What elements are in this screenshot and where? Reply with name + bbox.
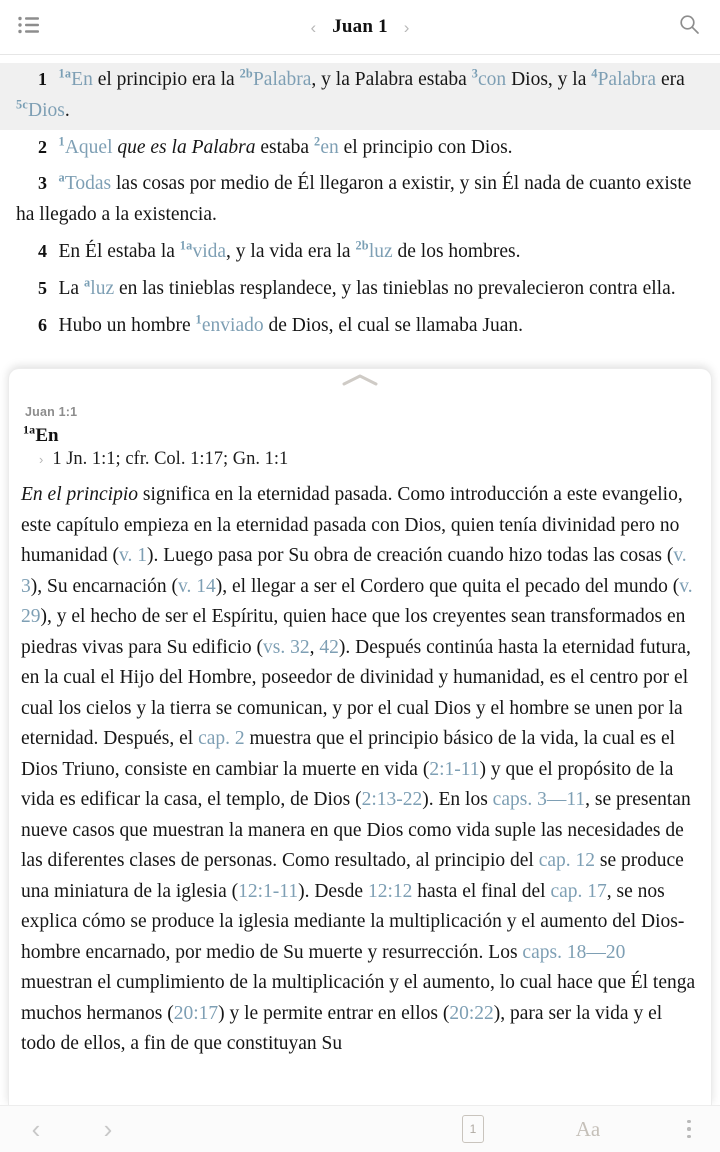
verse-2[interactable] xyxy=(16,131,704,167)
footnote-content xyxy=(9,395,711,1105)
verse-3[interactable] xyxy=(16,167,704,234)
text-run: hasta el final del xyxy=(412,880,551,902)
footnote-link[interactable]: v. 29 xyxy=(21,575,693,628)
text-run: ), para ser la vida y el todo de ellos, a fin de que constituyan Su xyxy=(21,1002,663,1055)
scripture-link[interactable]: En xyxy=(71,69,93,90)
footnote-keyword xyxy=(23,422,699,447)
chevron-up-icon xyxy=(338,373,382,392)
text-run: ) y que el propósito de la vida es edificar la casa, el templo, de Dios ( xyxy=(21,758,674,811)
scripture-link[interactable]: en xyxy=(320,136,339,158)
footnote-link[interactable]: cap. 17 xyxy=(550,880,607,902)
text-run: era xyxy=(656,69,685,90)
footnote-marker[interactable]: 1 xyxy=(195,312,202,327)
footnote-marker[interactable]: 4 xyxy=(591,66,598,81)
next-chapter-button[interactable]: › xyxy=(403,17,410,37)
text-run: . xyxy=(64,99,70,121)
footnote-reference-label: Juan 1:1 xyxy=(25,405,78,419)
list-icon xyxy=(18,16,40,39)
verse-6[interactable] xyxy=(16,309,704,345)
verse-number: 6 xyxy=(38,314,52,335)
footnote-link[interactable]: 2:1-11 xyxy=(429,758,480,780)
scripture-link[interactable]: Palabra xyxy=(597,69,657,90)
text-run: estaba xyxy=(255,136,314,158)
footnote-link[interactable]: v. 1 xyxy=(119,545,147,567)
footnote-link[interactable]: 2:13-22 xyxy=(361,789,423,811)
text-run: muestra que el principio básico de la vida, la cual es el Dios Triuno, consiste en cambiar la muerte en vida ( xyxy=(21,728,676,780)
text-run: ), y el hecho de ser el Espíritu, quien hace que los creyentes sean transformados en piedras vivas para Su edificio ( xyxy=(21,606,686,658)
footnote-marker[interactable]: 2b xyxy=(355,238,369,253)
scripture-link[interactable]: Dios xyxy=(27,99,65,121)
chevron-right-icon: › xyxy=(39,452,44,467)
footnote-marker[interactable]: 1a xyxy=(179,238,193,253)
more-options-button[interactable] xyxy=(658,1106,720,1152)
history-back-button[interactable] xyxy=(0,1106,72,1152)
verse-number: 3 xyxy=(38,173,52,194)
footnote-marker[interactable]: 2b xyxy=(239,66,253,81)
text-run: , y la Palabra estaba xyxy=(311,69,472,90)
text-run: muestran el cumplimiento de la multiplicación y el aumento, lo cual hace que Él tenga muchos hermanos ( xyxy=(21,972,696,1024)
text-run: ). Después continúa hasta la eternidad futura, en la cual el Hijo del Hombre, poseedor de divinidad y humanidad, es el centro por el cual los cielos y la tierra se comunican, y por el cual Dios y el hombre se unen por la eternidad. Después, el xyxy=(21,636,691,750)
text-run: , xyxy=(309,636,320,658)
footnote-marker[interactable]: 2 xyxy=(313,134,321,149)
footnote-marker[interactable]: 3 xyxy=(471,66,479,81)
bottom-toolbar xyxy=(0,1105,720,1152)
text-run: ). Desde xyxy=(298,880,368,902)
text-run: significa en la eternidad pasada. Como introducción a este evangelio, este capítulo empieza en la eternidad pasada con Dios, quien tenía divinidad pero no humanidad ( xyxy=(21,484,683,567)
footnote-panel xyxy=(8,368,712,1105)
text-run: de los hombres. xyxy=(392,240,521,262)
page-number-button[interactable] xyxy=(428,1106,518,1152)
footnote-link[interactable]: 42 xyxy=(319,636,339,658)
footnote-link[interactable]: caps. 3—11 xyxy=(492,789,586,811)
scripture-text-area xyxy=(0,55,720,344)
dots-vertical-icon xyxy=(687,1120,691,1139)
footnote-marker[interactable]: a xyxy=(83,275,91,290)
font-size-button[interactable] xyxy=(518,1106,658,1152)
search-button[interactable] xyxy=(672,10,706,44)
verse-number: 2 xyxy=(38,136,52,157)
footnote-keyword-marker: 1a xyxy=(23,422,36,437)
footnote-link[interactable]: cap. 12 xyxy=(538,850,595,872)
list-menu-button[interactable] xyxy=(12,10,46,44)
footnote-link[interactable]: 20:17 xyxy=(173,1002,219,1024)
cross-references-text[interactable]: 1 Jn. 1:1; cfr. Col. 1:17; Gn. 1:1 xyxy=(52,449,289,469)
verse-1[interactable] xyxy=(0,63,720,130)
footnote-marker[interactable]: 5c xyxy=(16,97,28,112)
footnote-body-text xyxy=(21,480,699,1060)
footnote-keyword-text: En xyxy=(35,425,59,446)
text-run: en las tinieblas resplandece, y las tinieblas no prevalecieron contra ella. xyxy=(114,277,676,299)
text-run: de Dios, el cual se llamaba Juan. xyxy=(263,314,523,336)
footnote-link[interactable]: v. 3 xyxy=(21,545,687,597)
text-run: el principio con Dios. xyxy=(338,136,513,158)
chevron-right-icon: › xyxy=(103,1114,113,1144)
page-number-badge: 1 xyxy=(462,1115,484,1143)
scripture-link[interactable]: luz xyxy=(368,240,393,262)
scripture-link[interactable]: luz xyxy=(90,277,115,299)
text-run: Dios, y la xyxy=(506,69,592,90)
page-title[interactable]: Juan 1 xyxy=(332,16,388,37)
scripture-link[interactable]: con xyxy=(478,69,507,90)
footnote-link[interactable]: 20:22 xyxy=(449,1002,494,1024)
scripture-link[interactable]: enviado xyxy=(201,314,264,336)
chevron-left-icon: ‹ xyxy=(31,1114,41,1144)
footnote-link[interactable]: 12:12 xyxy=(367,880,413,902)
text-run: , se presentan nueve casos que muestran la manera en que Dios como vida suple las necesidades de las diferentes clases de personas. Como resultado, al principio del xyxy=(21,789,691,872)
footnote-link[interactable]: cap. 2 xyxy=(198,728,245,750)
emphasis-text: que es la Palabra xyxy=(117,136,256,158)
footnote-link[interactable]: 12:1-11 xyxy=(238,880,299,902)
footnote-link[interactable]: v. 14 xyxy=(178,575,216,597)
history-forward-button[interactable] xyxy=(72,1106,144,1152)
top-app-bar xyxy=(0,0,720,55)
text-run: se produce una miniatura de la iglesia ( xyxy=(21,850,684,902)
text-run: , y la vida era la xyxy=(226,240,356,262)
previous-chapter-button[interactable]: ‹ xyxy=(310,17,317,37)
scripture-link[interactable]: vida xyxy=(192,240,227,262)
text-run: En Él estaba la xyxy=(58,240,180,262)
footnote-marker[interactable]: 1a xyxy=(58,66,72,81)
text-run: La xyxy=(58,277,84,299)
chapter-navigator xyxy=(311,16,410,38)
search-icon xyxy=(679,14,700,40)
footnote-marker[interactable]: 1 xyxy=(58,134,65,149)
font-size-label: Aa xyxy=(575,1116,601,1141)
text-run: ) y le permite entrar en ellos ( xyxy=(218,1002,450,1024)
text-run: , se nos explica cómo se produce la iglesia mediante la multiplicación y el aumento del Dios-hombre encarnado, por medio de Su muerte y resurrección. Los xyxy=(21,880,685,963)
text-run: Hubo un hombre xyxy=(58,314,196,336)
text-run: ), el llegar a ser el Cordero que quita el pecado del mundo ( xyxy=(215,575,680,597)
text-run: las cosas por medio de Él llegaron a existir, y sin Él nada de cuanto existe ha llegado a la existencia. xyxy=(16,173,692,226)
footnote-marker[interactable]: a xyxy=(58,170,65,185)
text-run: ), Su encarnación ( xyxy=(30,575,179,597)
verse-5[interactable] xyxy=(16,272,704,308)
verse-number: 4 xyxy=(38,240,52,261)
cross-references-row[interactable] xyxy=(39,449,699,470)
verse-number: 1 xyxy=(38,69,52,89)
text-run: ). Luego pasa por Su obra de creación cuando hizo todas las cosas ( xyxy=(147,545,674,567)
scripture-link[interactable]: Aquel xyxy=(64,136,113,158)
scripture-link[interactable]: Palabra xyxy=(252,69,312,90)
verse-number: 5 xyxy=(38,277,52,298)
verse-4[interactable] xyxy=(16,235,704,271)
collapse-panel-handle[interactable] xyxy=(9,369,711,395)
footnote-link[interactable]: vs. 32 xyxy=(263,636,310,658)
scripture-link[interactable]: Todas xyxy=(64,173,112,195)
text-run: el principio era la xyxy=(92,69,240,90)
footnote-link[interactable]: caps. 18—20 xyxy=(522,941,626,963)
emphasis-text: En el principio xyxy=(21,484,138,505)
text-run: ). En los xyxy=(422,789,493,811)
